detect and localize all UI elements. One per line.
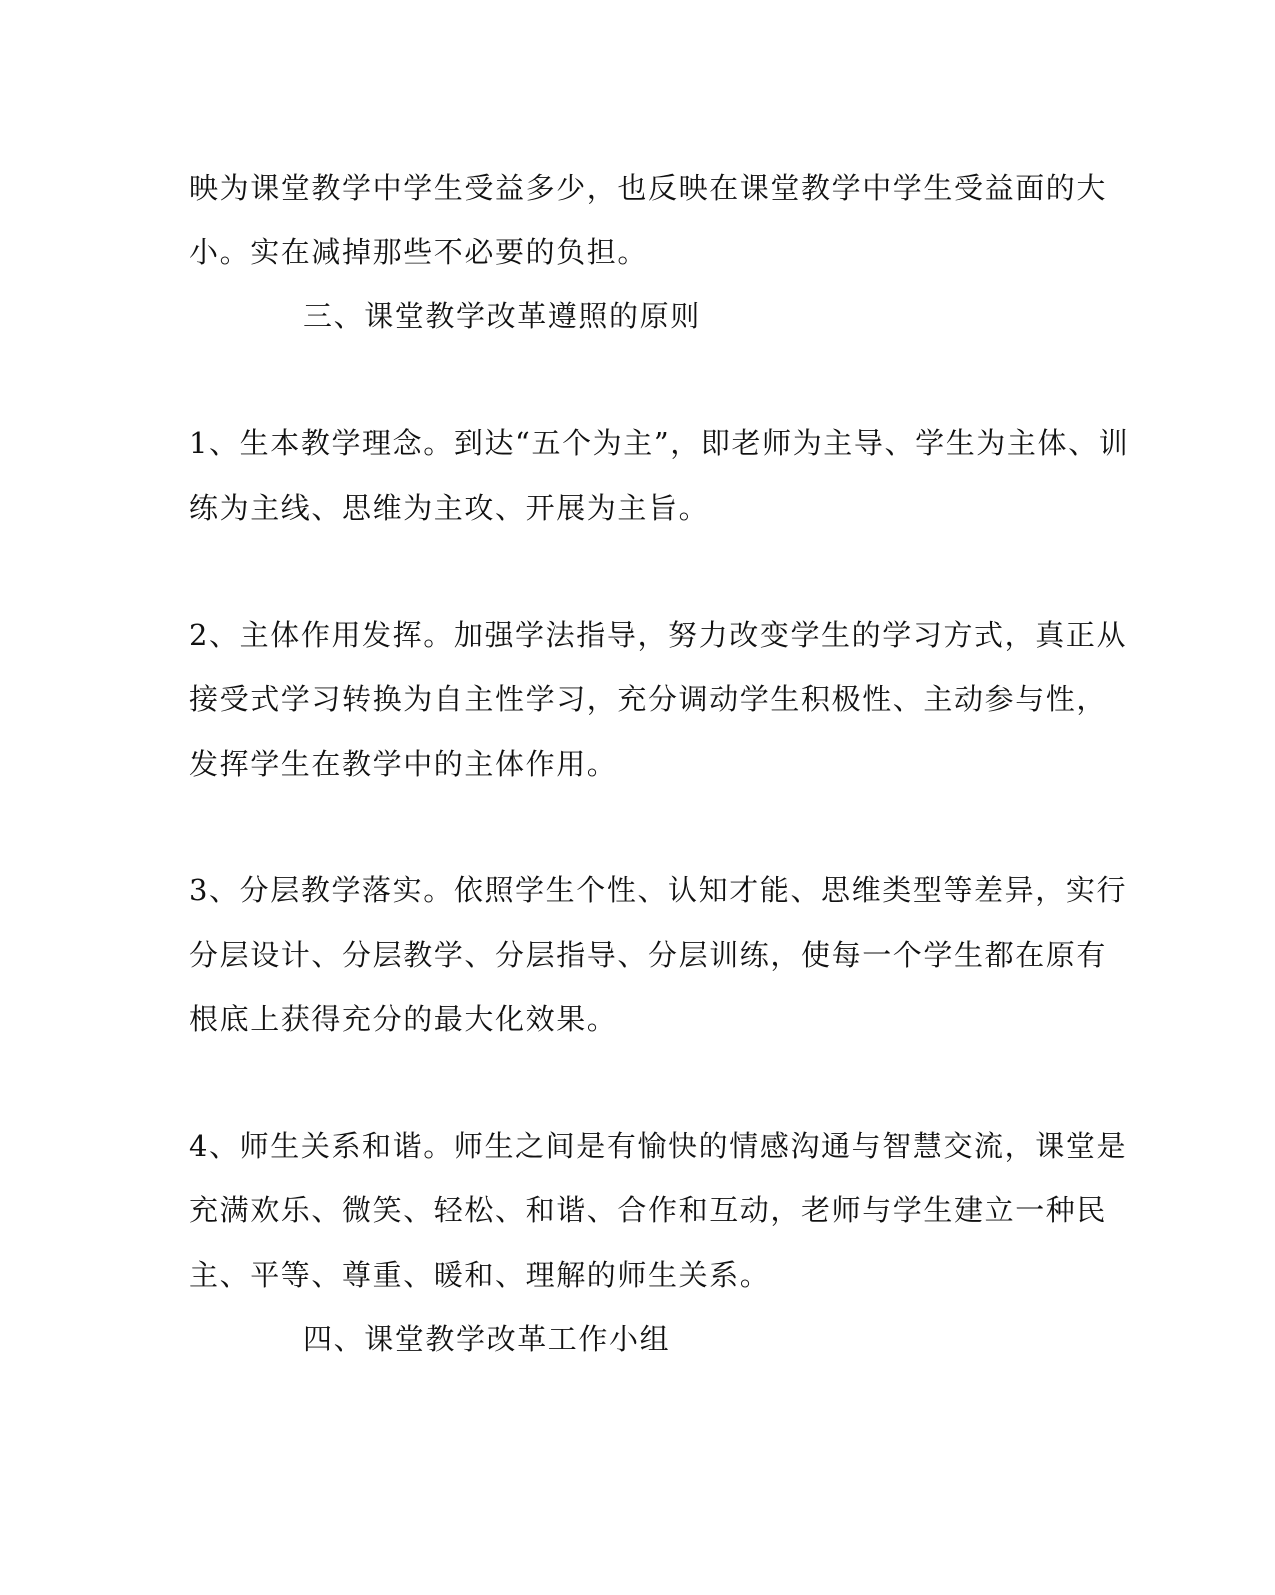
paragraph-line: 练为主线、思维为主攻、开展为主旨。 <box>189 491 710 525</box>
paragraph-line: 根底上获得充分的最大化效果。 <box>189 1002 618 1036</box>
paragraph-line: 主、平等、尊重、暖和、理解的师生关系。 <box>189 1258 771 1292</box>
paragraph-line: 充满欢乐、微笑、轻松、和谐、合作和互动，老师与学生建立一种民 <box>189 1193 1108 1227</box>
paragraph-line: 映为课堂教学中学生受益多少，也反映在课堂教学中学生受益面的大 <box>189 171 1108 205</box>
paragraph-line: 小。实在减掉那些不必要的负担。 <box>189 235 649 269</box>
paragraph-line: 发挥学生在教学中的主体作用。 <box>189 747 618 781</box>
section-heading: 三、课堂教学改革遵照的原则 <box>303 299 701 333</box>
section-heading: 四、课堂教学改革工作小组 <box>303 1322 671 1356</box>
paragraph-line: 接受式学习转换为自主性学习，充分调动学生积极性、主动参与性， <box>189 682 1108 716</box>
paragraph-line: 分层设计、分层教学、分层指导、分层训练，使每一个学生都在原有 <box>189 938 1108 972</box>
paragraph-line: 4、师生关系和谐。师生之间是有愉快的情感沟通与智慧交流，课堂是 <box>189 1129 1128 1163</box>
paragraph-line: 1、生本教学理念。到达“五个为主”，即老师为主导、学生为主体、训 <box>189 426 1130 460</box>
paragraph-line: 3、分层教学落实。依照学生个性、认知才能、思维类型等差异，实行 <box>189 873 1128 907</box>
paragraph-line: 2、主体作用发挥。加强学法指导，努力改变学生的学习方式，真正从 <box>189 618 1128 652</box>
